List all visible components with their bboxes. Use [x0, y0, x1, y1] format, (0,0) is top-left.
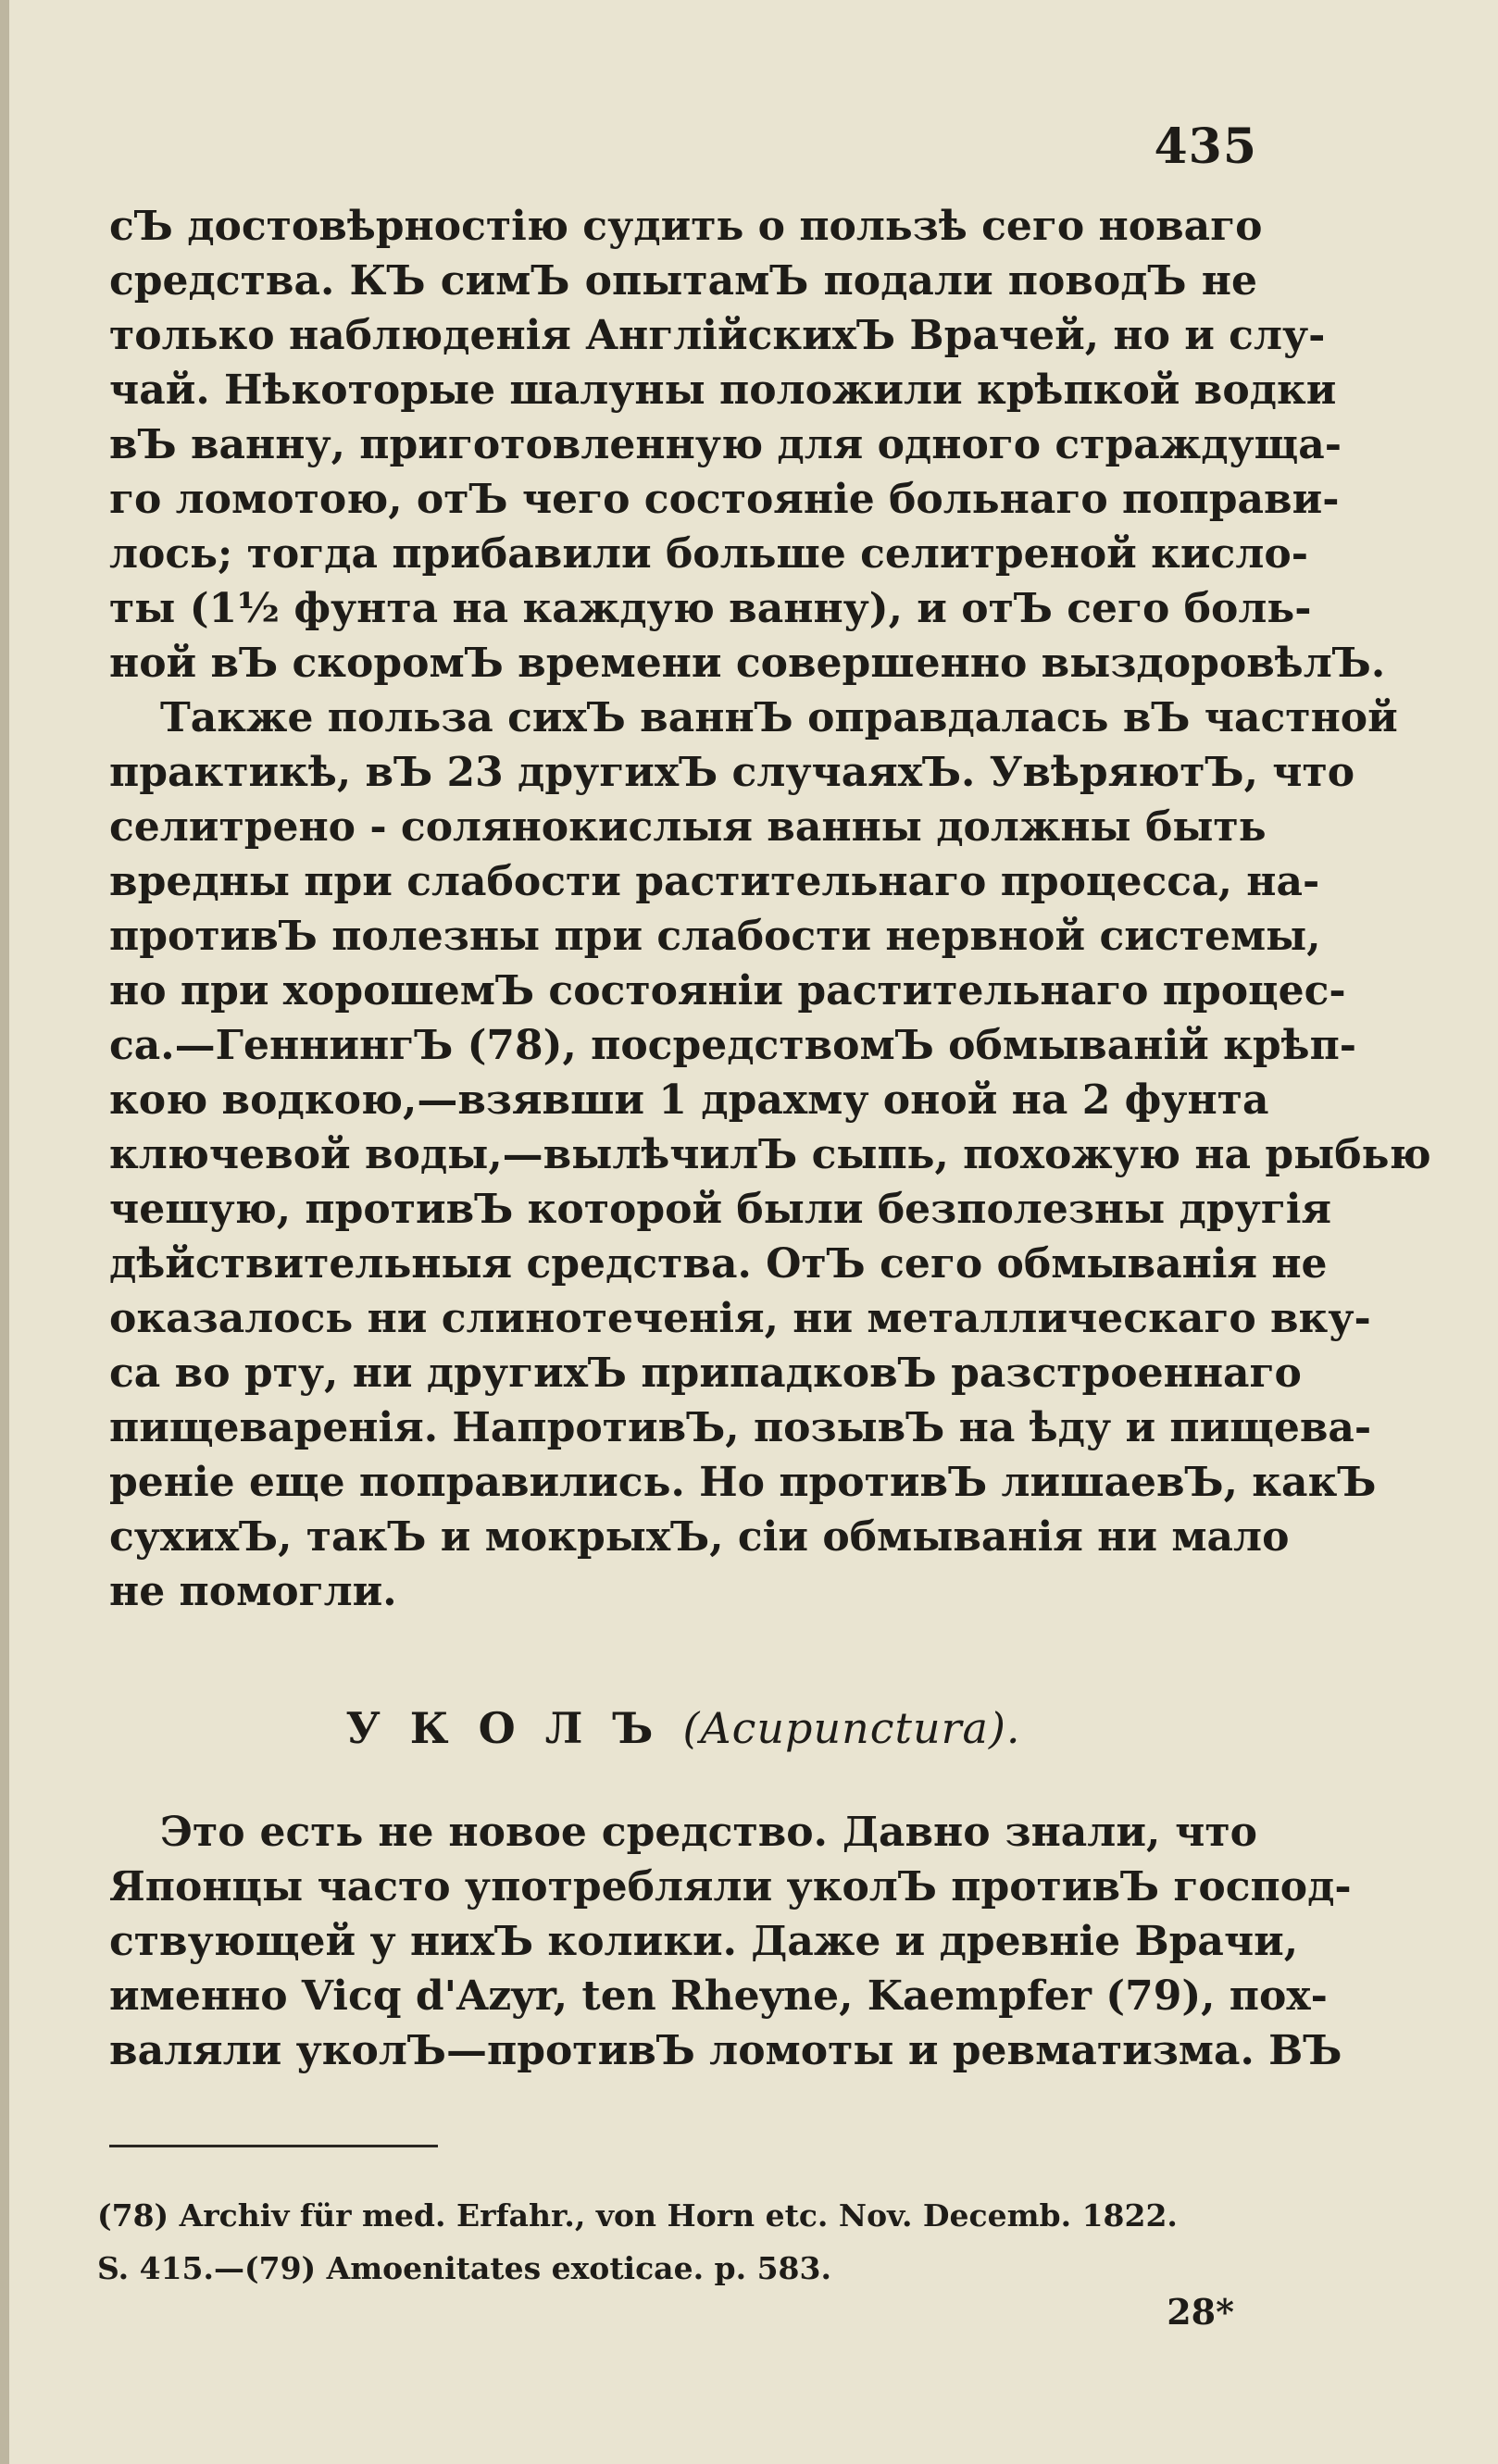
- text-line: но при хорошемЪ состояніи растительнаго процес-: [109, 967, 1346, 1014]
- signature-mark: 28*: [1167, 2291, 1234, 2333]
- text-line: вЪ ванну, приготовленную для одного страждуща-: [109, 421, 1342, 468]
- text-line: только наблюденія АнглійскихЪ Врачей, но и слу-: [109, 312, 1326, 359]
- section-heading: [109, 1703, 1257, 1753]
- text-line: чешую, противЪ которой были безполезны другія: [109, 1186, 1331, 1233]
- text-line: сухихЪ, такЪ и мокрыхЪ, сіи обмыванія ни мало: [109, 1513, 1290, 1561]
- text-line: чай. Нѣкоторые шалуны положили крѣпкой водки: [109, 367, 1337, 414]
- text-line: практикѣ, вЪ 23 другихЪ случаяхЪ. УвѣряютЪ, что: [109, 749, 1355, 796]
- text-line: сЪ достовѣрностію судить о пользѣ сего новаго: [109, 203, 1263, 250]
- scan-edge: [0, 0, 9, 2464]
- footnote-line: (78) Archiv für med. Erfahr., von Horn etc. Nov. Decemb. 1822.: [97, 2197, 1178, 2234]
- text-line: ты (1½ фунта на каждую ванну), и отЪ сего боль-: [109, 585, 1312, 632]
- text-line: ной вЪ скоромЪ времени совершенно выздоровѣлЪ.: [109, 640, 1386, 687]
- text-line: реніе еще поправились. Но противЪ лишаевЪ, какЪ: [109, 1459, 1377, 1506]
- text-line: кою водкою,—взявши 1 драхму оной на 2 фунта: [109, 1076, 1269, 1124]
- text-line: лось; тогда прибавили больше селитреной кисло-: [109, 530, 1308, 578]
- text-line: пищеваренія. НапротивЪ, позывЪ на ѣду и пищева-: [109, 1404, 1372, 1451]
- text-line: оказалось ни слинотеченія, ни металлическаго вку-: [109, 1295, 1371, 1342]
- text-line: противЪ полезны при слабости нервной системы,: [109, 913, 1321, 960]
- text-line: Также польза сихЪ ваннЪ оправдалась вЪ частной: [160, 694, 1398, 741]
- section-latin-title: (Acupunctura).: [682, 1703, 1021, 1753]
- text-line: са.—ГеннингЪ (78), посредствомЪ обмываній крѣп-: [109, 1022, 1357, 1069]
- text-line: вредны при слабости растительнаго процесса, на-: [109, 858, 1320, 905]
- footnote-line: S. 415.—(79) Amoenitates exoticae. p. 583.: [97, 2250, 831, 2286]
- text-line: Японцы часто употребляли уколЪ противЪ господ-: [109, 1863, 1352, 1910]
- text-line: валяли уколЪ—противЪ ломоты и ревматизма. ВЪ: [109, 2027, 1342, 2074]
- text-line: ствующей у нихЪ колики. Даже и древніе Врачи,: [109, 1918, 1299, 1965]
- main-text: [109, 199, 1431, 1619]
- text-line: го ломотою, отЪ чего состояніе больнаго поправи-: [109, 476, 1340, 523]
- page-number: 435: [1154, 118, 1257, 175]
- text-line: селитрено - солянокислыя ванны должны быть: [109, 803, 1267, 851]
- text-line: ключевой воды,—вылѣчилЪ сыпь, похожую на рыбью: [109, 1131, 1431, 1178]
- text-line: средства. КЪ симЪ опытамЪ подали поводЪ не: [109, 257, 1257, 305]
- section-title: У К О Л Ъ: [345, 1703, 661, 1753]
- text-line: Это есть не новое средство. Давно знали, что: [160, 1809, 1257, 1856]
- footnote-rule: [109, 2145, 438, 2147]
- text-line: не помогли.: [109, 1568, 397, 1615]
- text-line: именно Vicq d'Azyr, ten Rheyne, Kaempfer (79), пох-: [109, 1972, 1328, 2020]
- text-line: дѣйствительныя средства. ОтЪ сего обмыванія не: [109, 1240, 1328, 1288]
- text-line: са во рту, ни другихЪ припадковЪ разстроеннаго: [109, 1350, 1302, 1397]
- footnotes: [97, 2189, 1255, 2295]
- section-text: [109, 1805, 1352, 2078]
